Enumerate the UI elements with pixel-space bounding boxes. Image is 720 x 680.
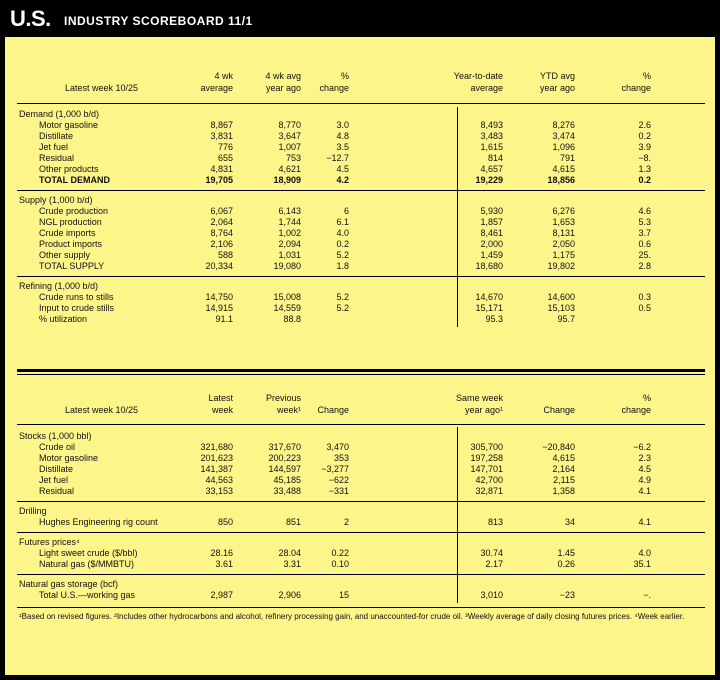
stocks-section-title: Stocks (1,000 bbl) bbox=[19, 431, 92, 441]
bottom-column-divider bbox=[457, 427, 458, 603]
demand-row-value: 1,615 bbox=[480, 142, 503, 152]
supply-row-value: 19,080 bbox=[273, 261, 301, 271]
demand-row-value: 18,856 bbox=[547, 175, 575, 185]
demand-row-value: 791 bbox=[559, 153, 575, 163]
supply-row-value: 6 bbox=[343, 206, 349, 216]
supply-row-value: 4.6 bbox=[638, 206, 651, 216]
top-col-header: year ago bbox=[539, 83, 575, 93]
stocks-row-value: 321,680 bbox=[200, 442, 233, 452]
refining-row-value: 0.3 bbox=[638, 292, 651, 302]
stocks-row-value: −3,277 bbox=[321, 464, 349, 474]
futures-row-value: 30.74 bbox=[480, 548, 503, 558]
title-rest: INDUSTRY SCOREBOARD 11/1 bbox=[64, 14, 253, 28]
refining-section-title: Refining (1,000 b/d) bbox=[19, 281, 99, 291]
bottom-col-header: Change bbox=[543, 405, 575, 415]
supply-row-value: 8,764 bbox=[210, 228, 233, 238]
footnote-rule bbox=[17, 607, 705, 608]
futures-row-value: 35.1 bbox=[633, 559, 651, 569]
stocks-row-value: −6.2 bbox=[633, 442, 651, 452]
futures-row-value: 2.17 bbox=[485, 559, 503, 569]
stocks-row-value: 144,597 bbox=[268, 464, 301, 474]
top-col-header: 4 wk bbox=[214, 71, 233, 81]
demand-row-value: 3.5 bbox=[336, 142, 349, 152]
stocks-row-value: 42,700 bbox=[475, 475, 503, 485]
stocks-row-value: 305,700 bbox=[470, 442, 503, 452]
futures-row-value: 4.0 bbox=[638, 548, 651, 558]
drilling-row-label: Hughes Engineering rig count bbox=[39, 517, 158, 527]
stocks-row-value: 1,358 bbox=[552, 486, 575, 496]
stocks-row-value: 3,470 bbox=[326, 442, 349, 452]
supply-row-label: Other supply bbox=[39, 250, 91, 260]
drilling-section-title: Drilling bbox=[19, 506, 47, 516]
demand-row-value: 4,657 bbox=[480, 164, 503, 174]
demand-row-value: 2.6 bbox=[638, 120, 651, 130]
demand-row-value: −8. bbox=[638, 153, 651, 163]
demand-row-value: 753 bbox=[285, 153, 301, 163]
refining-row-value: 95.3 bbox=[485, 314, 503, 324]
gas-storage-row-value: 3,010 bbox=[480, 590, 503, 600]
refining-row-label: Input to crude stills bbox=[39, 303, 115, 313]
top-latest-label: Latest week 10/25 bbox=[65, 83, 139, 93]
demand-row-value: 3.9 bbox=[638, 142, 651, 152]
refining-row-value: 14,670 bbox=[475, 292, 503, 302]
demand-row-value: 4,831 bbox=[210, 164, 233, 174]
demand-row-label: Distillate bbox=[39, 131, 74, 141]
supply-row-value: 6,067 bbox=[210, 206, 233, 216]
supply-row-value: 2,094 bbox=[278, 239, 301, 249]
stocks-row-value: −622 bbox=[328, 475, 349, 485]
demand-row-label: Residual bbox=[39, 153, 75, 163]
top-col-header: % bbox=[340, 71, 349, 81]
refining-row-value: 5.2 bbox=[336, 292, 349, 302]
bottom-col-header: year ago¹ bbox=[464, 405, 503, 415]
top-col-header: year ago bbox=[265, 83, 301, 93]
demand-row-label: TOTAL DEMAND bbox=[39, 175, 110, 185]
supply-section-title: Supply (1,000 b/d) bbox=[19, 195, 93, 205]
stocks-row-value: 2,164 bbox=[552, 464, 575, 474]
gas-storage-row-value: 15 bbox=[338, 590, 349, 600]
demand-section-title: Demand (1,000 b/d) bbox=[19, 109, 100, 119]
title-main: U.S. bbox=[10, 6, 51, 31]
bottom-col-header: Previous bbox=[265, 393, 301, 403]
stocks-row-label: Jet fuel bbox=[39, 475, 69, 485]
top-col-header: average bbox=[200, 83, 233, 93]
top-col-header: Year-to-date bbox=[453, 71, 503, 81]
futures-row-label: Natural gas ($/MMBTU) bbox=[39, 559, 135, 569]
drilling-row-value: 4.1 bbox=[638, 517, 651, 527]
futures-row-value: 28.16 bbox=[210, 548, 233, 558]
gas-storage-row-value: 2,906 bbox=[278, 590, 301, 600]
refining-row-value: 15,008 bbox=[273, 292, 301, 302]
demand-row-value: 1,096 bbox=[552, 142, 575, 152]
demand-row-value: 8,276 bbox=[552, 120, 575, 130]
futures-row-value: 0.26 bbox=[557, 559, 575, 569]
stocks-row-value: 44,563 bbox=[205, 475, 233, 485]
stocks-row-value: 33,488 bbox=[273, 486, 301, 496]
gas-storage-row-value: −. bbox=[643, 590, 651, 600]
refining-row-value: 14,915 bbox=[205, 303, 233, 313]
gas-storage-row-value: 2,987 bbox=[210, 590, 233, 600]
demand-row-value: 18,909 bbox=[273, 175, 301, 185]
bottom-header-rule bbox=[17, 424, 705, 425]
supply-row-value: 2,106 bbox=[210, 239, 233, 249]
refining-row-value: 14,600 bbox=[547, 292, 575, 302]
bottom-col-header: Latest bbox=[208, 393, 233, 403]
demand-row-value: 0.2 bbox=[638, 175, 651, 185]
supply-row-value: 1,459 bbox=[480, 250, 503, 260]
scoreboard-table bbox=[4, 36, 716, 676]
bottom-col-header: change bbox=[621, 405, 651, 415]
drilling-row-value: 34 bbox=[564, 517, 575, 527]
supply-row-value: 1,653 bbox=[552, 217, 575, 227]
supply-row-value: 25. bbox=[638, 250, 651, 260]
drilling-row-value: 2 bbox=[343, 517, 349, 527]
futures-row-value: 0.22 bbox=[331, 548, 349, 558]
refining-row-value: 14,559 bbox=[273, 303, 301, 313]
stocks-row-label: Residual bbox=[39, 486, 75, 496]
demand-row-value: 1,007 bbox=[278, 142, 301, 152]
stocks-row-value: 32,871 bbox=[475, 486, 503, 496]
supply-row-value: 1,002 bbox=[278, 228, 301, 238]
demand-row-value: 655 bbox=[217, 153, 233, 163]
refining-row-value: 88.8 bbox=[283, 314, 301, 324]
refining-row-value: 15,171 bbox=[475, 303, 503, 313]
futures-section-title: Futures prices⁴ bbox=[19, 537, 80, 547]
stocks-row-value: 4.5 bbox=[638, 464, 651, 474]
futures-row-value: 3.31 bbox=[283, 559, 301, 569]
section-divider bbox=[17, 190, 705, 191]
stocks-row-value: 2,115 bbox=[553, 475, 575, 485]
stocks-row-value: 197,258 bbox=[470, 453, 503, 463]
stocks-row-value: 4.9 bbox=[638, 475, 651, 485]
supply-row-value: 4.0 bbox=[336, 228, 349, 238]
futures-row-value: 0.10 bbox=[331, 559, 349, 569]
top-column-divider bbox=[457, 107, 458, 327]
stocks-row-value: 353 bbox=[333, 453, 349, 463]
drilling-row-value: 851 bbox=[285, 517, 301, 527]
demand-row-value: 4.2 bbox=[336, 175, 349, 185]
top-col-header: % bbox=[642, 71, 651, 81]
demand-row-value: 1.3 bbox=[638, 164, 651, 174]
stocks-row-value: 45,185 bbox=[273, 475, 301, 485]
stocks-row-value: 200,223 bbox=[268, 453, 301, 463]
demand-row-value: 814 bbox=[487, 153, 503, 163]
top-col-header: 4 wk avg bbox=[265, 71, 301, 81]
refining-row-value: 0.5 bbox=[638, 303, 651, 313]
futures-row-value: 1.45 bbox=[557, 548, 575, 558]
supply-row-value: 3.7 bbox=[638, 228, 651, 238]
demand-row-value: 0.2 bbox=[638, 131, 651, 141]
supply-row-label: Crude production bbox=[39, 206, 109, 216]
stocks-row-value: 33,153 bbox=[205, 486, 233, 496]
bottom-col-header: week¹ bbox=[276, 405, 301, 415]
supply-row-value: 20,334 bbox=[205, 261, 233, 271]
top-col-header: change bbox=[621, 83, 651, 93]
stocks-row-value: −20,840 bbox=[542, 442, 575, 452]
supply-row-value: 588 bbox=[217, 250, 233, 260]
demand-row-value: 4.5 bbox=[336, 164, 349, 174]
supply-row-value: 5,930 bbox=[480, 206, 503, 216]
demand-row-value: 3,474 bbox=[552, 131, 575, 141]
supply-row-value: 18,680 bbox=[475, 261, 503, 271]
supply-row-label: NGL production bbox=[39, 217, 102, 227]
stocks-row-label: Motor gasoline bbox=[39, 453, 99, 463]
stocks-row-label: Crude oil bbox=[39, 442, 76, 452]
title-bar bbox=[0, 0, 720, 36]
stocks-row-value: 2.3 bbox=[638, 453, 651, 463]
stocks-row-value: 201,623 bbox=[200, 453, 233, 463]
refining-row-label: Crude runs to stills bbox=[39, 292, 114, 302]
section-divider bbox=[17, 276, 705, 277]
demand-row-value: 3,483 bbox=[480, 131, 503, 141]
supply-row-value: 2,000 bbox=[480, 239, 503, 249]
supply-row-label: Crude imports bbox=[39, 228, 96, 238]
refining-row-value: 15,103 bbox=[547, 303, 575, 313]
refining-row-value: 95.7 bbox=[557, 314, 575, 324]
top-header-rule bbox=[17, 103, 705, 104]
section-divider bbox=[17, 532, 705, 533]
bottom-col-header: week bbox=[211, 405, 233, 415]
demand-row-value: 8,867 bbox=[210, 120, 233, 130]
supply-row-value: 6,143 bbox=[278, 206, 301, 216]
bottom-col-header: % bbox=[642, 393, 651, 403]
bottom-col-header: Same week bbox=[455, 393, 503, 403]
block-separator bbox=[17, 369, 705, 372]
supply-row-label: TOTAL SUPPLY bbox=[39, 261, 105, 271]
refining-row-value: 5.2 bbox=[336, 303, 349, 313]
demand-row-value: −12.7 bbox=[326, 153, 349, 163]
stocks-row-label: Distillate bbox=[39, 464, 74, 474]
supply-row-value: 1,744 bbox=[278, 217, 301, 227]
supply-row-value: 1.8 bbox=[336, 261, 349, 271]
demand-row-value: 3.0 bbox=[336, 120, 349, 130]
bottom-latest-label: Latest week 10/25 bbox=[65, 405, 139, 415]
stocks-row-value: 4.1 bbox=[638, 486, 651, 496]
demand-row-value: 3,647 bbox=[278, 131, 301, 141]
demand-row-value: 19,705 bbox=[205, 175, 233, 185]
supply-row-value: 1,031 bbox=[278, 250, 301, 260]
demand-row-value: 776 bbox=[217, 142, 233, 152]
top-col-header: YTD avg bbox=[539, 71, 575, 81]
supply-row-value: 2,064 bbox=[210, 217, 233, 227]
bottom-col-header: Change bbox=[317, 405, 349, 415]
supply-row-value: 5.3 bbox=[638, 217, 651, 227]
supply-row-value: 0.6 bbox=[638, 239, 651, 249]
supply-row-value: 1,857 bbox=[480, 217, 503, 227]
demand-row-value: 4,621 bbox=[278, 164, 301, 174]
supply-row-value: 1,175 bbox=[552, 250, 575, 260]
demand-row-value: 8,493 bbox=[480, 120, 503, 130]
demand-row-value: 4,615 bbox=[552, 164, 575, 174]
refining-row-value: 14,750 bbox=[205, 292, 233, 302]
section-divider bbox=[17, 574, 705, 575]
supply-row-value: 6.1 bbox=[336, 217, 349, 227]
supply-row-label: Product imports bbox=[39, 239, 103, 249]
refining-row-label: % utilization bbox=[39, 314, 88, 324]
supply-row-value: 8,461 bbox=[480, 228, 503, 238]
demand-row-value: 8,770 bbox=[278, 120, 301, 130]
supply-row-value: 2,050 bbox=[552, 239, 575, 249]
refining-row-value: 91.1 bbox=[215, 314, 233, 324]
demand-row-label: Other products bbox=[39, 164, 99, 174]
demand-row-label: Jet fuel bbox=[39, 142, 69, 152]
section-divider bbox=[17, 501, 705, 502]
demand-row-value: 3,831 bbox=[210, 131, 233, 141]
demand-row-value: 4.8 bbox=[336, 131, 349, 141]
stocks-row-value: 147,701 bbox=[470, 464, 503, 474]
top-col-header: average bbox=[470, 83, 503, 93]
top-col-header: change bbox=[319, 83, 349, 93]
supply-row-value: 8,131 bbox=[552, 228, 575, 238]
demand-row-label: Motor gasoline bbox=[39, 120, 99, 130]
supply-row-value: 5.2 bbox=[336, 250, 349, 260]
supply-row-value: 0.2 bbox=[336, 239, 349, 249]
supply-row-value: 19,802 bbox=[547, 261, 575, 271]
futures-row-value: 28.04 bbox=[278, 548, 301, 558]
stocks-row-value: 4,615 bbox=[552, 453, 575, 463]
block-separator bbox=[17, 374, 705, 375]
futures-row-label: Light sweet crude ($/bbl) bbox=[39, 548, 138, 558]
gas-storage-row-value: −23 bbox=[559, 590, 575, 600]
gas-storage-row-label: Total U.S.—working gas bbox=[39, 590, 136, 600]
stocks-row-value: 141,387 bbox=[200, 464, 233, 474]
stocks-row-value: −331 bbox=[328, 486, 349, 496]
gas-storage-section-title: Natural gas storage (bcf) bbox=[19, 579, 119, 589]
futures-row-value: 3.61 bbox=[215, 559, 233, 569]
supply-row-value: 2.8 bbox=[638, 261, 651, 271]
stocks-row-value: 317,670 bbox=[268, 442, 301, 452]
drilling-row-value: 850 bbox=[217, 517, 233, 527]
supply-row-value: 6,276 bbox=[552, 206, 575, 216]
footnote: ¹Based on revised figures. ²Includes other hydrocarbons and alcohol, refinery processing gain, and unaccounted-for crude oil. ³Weekly average of daily closing futures prices. ⁴Week earlier. bbox=[19, 612, 685, 621]
drilling-row-value: 813 bbox=[487, 517, 503, 527]
demand-row-value: 19,229 bbox=[475, 175, 503, 185]
